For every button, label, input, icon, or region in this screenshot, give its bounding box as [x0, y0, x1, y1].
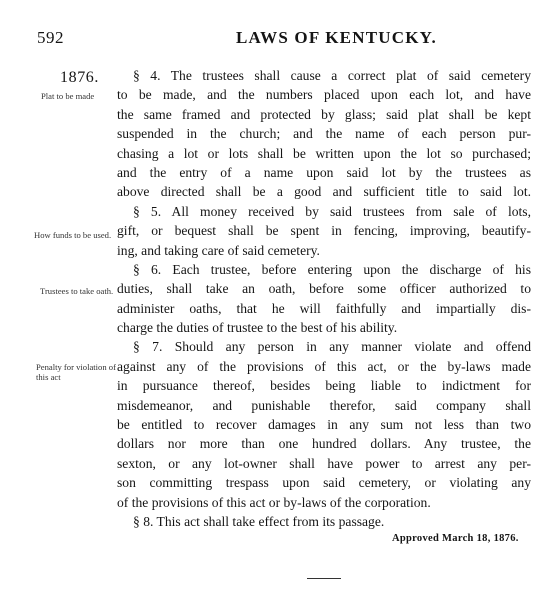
- text-line: against any of the provisions of this act, or the by-laws made: [117, 358, 531, 374]
- text-line: administer oaths, that he will faithfully and impartially dis-: [117, 300, 531, 316]
- text-line: chasing a lot or lots shall be written upon the lot so purchased;: [117, 145, 531, 161]
- text-line: § 5. All money received by said trustees from sale of lots,: [133, 203, 531, 219]
- text-line: misdemeanor, and punishable therefor, said company shall: [117, 397, 531, 413]
- text-line: the same framed and protected by glass; said plat shall be kept: [117, 106, 531, 122]
- text-line: and the entry of a name upon said lot by the trustees as: [117, 164, 531, 180]
- text-line: dollars nor more than one hundred dollars. Any trustee, the: [117, 436, 531, 452]
- running-head: LAWS OF KENTUCKY.: [236, 28, 437, 47]
- text-line: gift, or bequest shall be spent in fencing, improving, beautify-: [117, 223, 531, 239]
- text-line: sexton, or any lot-owner shall have power to arrest any per-: [117, 455, 531, 471]
- text-line: ing, and taking care of said cemetery.: [117, 242, 320, 258]
- text-line: of the provisions of this act or by-laws of the corporation.: [117, 494, 431, 510]
- section-end-rule: [307, 578, 341, 579]
- text-line: in pursuance thereof, besides being liable to indictment for: [117, 378, 531, 394]
- page-number: 592: [37, 28, 64, 47]
- margin-note-oath: Trustees to take oath.: [40, 286, 114, 296]
- body-text: [117, 66, 531, 531]
- text-line: son committing trespass upon said cemetery, or violating any: [117, 475, 531, 491]
- text-line: charge the duties of trustee to the best of his ability.: [117, 320, 398, 336]
- year-marker: 1876.: [60, 69, 99, 86]
- text-line: § 4. The trustees shall cause a correct plat of said cemetery: [133, 68, 531, 83]
- text-line: above directed shall be a good and sufficient title to said lot.: [117, 184, 531, 200]
- text-line: suspended in the church; and the name of each person pur-: [117, 126, 531, 142]
- text-line: § 8. This act shall take effect from its passage.: [133, 513, 385, 529]
- margin-note-plat: Plat to be made: [41, 91, 95, 101]
- margin-note-funds: How funds to be used.: [34, 230, 112, 240]
- approval-line: Approved March 18, 1876.: [392, 533, 519, 544]
- margin-note-penalty: Penalty for violation of this act: [36, 362, 116, 382]
- text-line: be entitled to recover damages in any sum not less than two: [117, 417, 531, 433]
- text-line: § 7. Should any person in any manner violate and offend: [133, 339, 531, 355]
- text-line: to be made, and the numbers placed upon each lot, and have: [117, 87, 531, 103]
- text-line: § 6. Each trustee, before entering upon the discharge of his: [133, 261, 531, 277]
- text-line: duties, shall take an oath, before some officer authorized to: [117, 281, 531, 297]
